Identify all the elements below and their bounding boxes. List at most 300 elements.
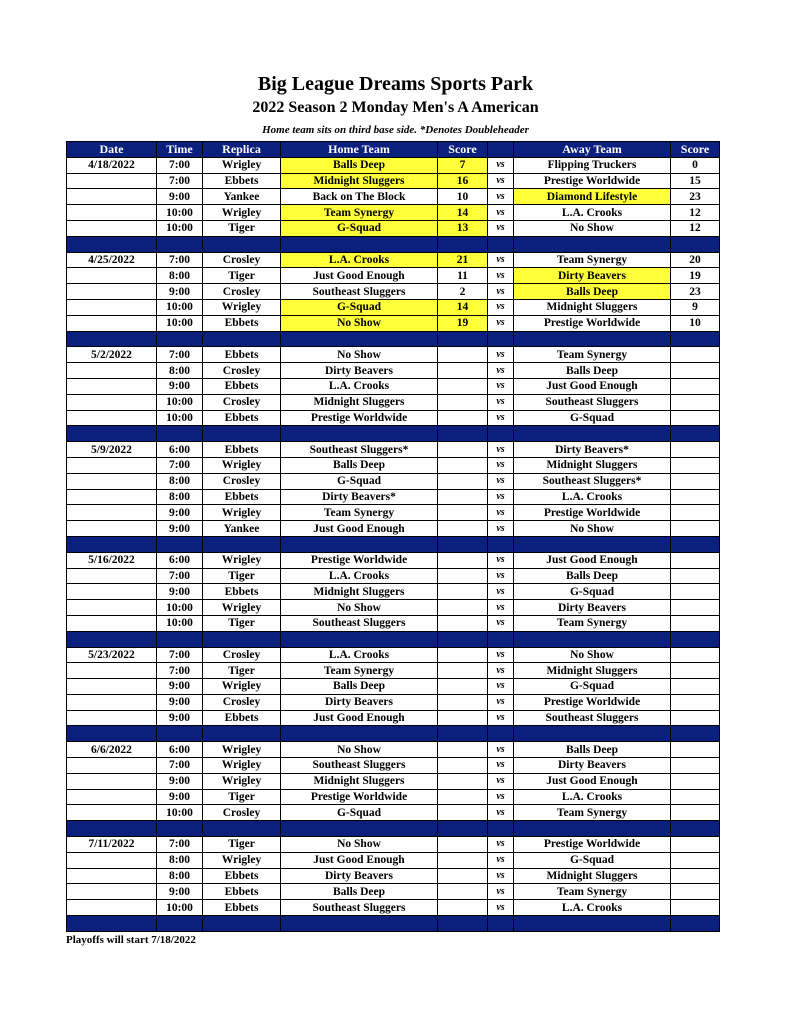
vs-cell: vs <box>488 173 514 189</box>
separator-cell <box>203 631 281 647</box>
time-cell: 10:00 <box>157 805 203 821</box>
table-row <box>67 584 720 600</box>
away-score-cell <box>671 505 720 521</box>
time-cell: 6:00 <box>157 552 203 568</box>
vs-cell: vs <box>488 884 514 900</box>
date-cell <box>67 852 157 868</box>
time-cell: 8:00 <box>157 852 203 868</box>
table-row <box>67 773 720 789</box>
home-score-cell <box>438 457 488 473</box>
vs-cell: vs <box>488 489 514 505</box>
table-row <box>67 758 720 774</box>
replica-cell: Ebbets <box>203 489 281 505</box>
away-team-cell: No Show <box>514 647 671 663</box>
vs-cell: vs <box>488 315 514 331</box>
home-team-cell: No Show <box>281 315 438 331</box>
home-score-cell <box>438 663 488 679</box>
time-cell: 9:00 <box>157 884 203 900</box>
date-cell: 5/23/2022 <box>67 647 157 663</box>
separator-cell <box>281 331 438 347</box>
page-subtitle: 2022 Season 2 Monday Men's A American <box>252 99 539 116</box>
separator-cell <box>281 821 438 837</box>
home-team-cell: Dirty Beavers <box>281 868 438 884</box>
table-row <box>67 157 720 173</box>
separator-cell <box>438 821 488 837</box>
separator-cell <box>438 536 488 552</box>
away-team-cell: L.A. Crooks <box>514 205 671 221</box>
table-row <box>67 252 720 268</box>
time-cell: 10:00 <box>157 220 203 236</box>
vs-cell: vs <box>488 442 514 458</box>
vs-cell: vs <box>488 347 514 363</box>
date-cell <box>67 315 157 331</box>
vs-cell: vs <box>488 268 514 284</box>
time-cell: 9:00 <box>157 505 203 521</box>
time-cell: 8:00 <box>157 268 203 284</box>
separator-cell <box>281 236 438 252</box>
time-cell: 10:00 <box>157 205 203 221</box>
separator-cell <box>514 331 671 347</box>
table-row <box>67 363 720 379</box>
away-score-cell <box>671 552 720 568</box>
separator-cell <box>438 631 488 647</box>
table-row <box>67 205 720 221</box>
home-score-cell: 19 <box>438 315 488 331</box>
separator-cell <box>67 821 157 837</box>
time-cell: 10:00 <box>157 900 203 916</box>
home-score-cell: 16 <box>438 173 488 189</box>
date-cell <box>67 521 157 537</box>
table-row <box>67 600 720 616</box>
home-score-cell: 11 <box>438 268 488 284</box>
date-cell <box>67 378 157 394</box>
home-score-cell <box>438 852 488 868</box>
vs-cell: vs <box>488 679 514 695</box>
separator-cell <box>488 331 514 347</box>
vs-cell: vs <box>488 647 514 663</box>
time-cell: 8:00 <box>157 868 203 884</box>
home-team-cell: Just Good Enough <box>281 710 438 726</box>
home-team-cell: Southeast Sluggers <box>281 900 438 916</box>
away-score-cell <box>671 884 720 900</box>
home-score-cell: 2 <box>438 284 488 300</box>
header-away-team: Away Team <box>514 142 671 158</box>
separator-cell <box>203 236 281 252</box>
vs-cell: vs <box>488 805 514 821</box>
separator-cell <box>67 236 157 252</box>
table-row <box>67 378 720 394</box>
away-team-cell: Southeast Sluggers <box>514 394 671 410</box>
replica-cell: Tiger <box>203 220 281 236</box>
replica-cell: Ebbets <box>203 173 281 189</box>
week-separator <box>67 236 720 252</box>
separator-cell <box>203 331 281 347</box>
home-team-cell: G-Squad <box>281 805 438 821</box>
separator-cell <box>514 916 671 932</box>
table-row <box>67 489 720 505</box>
schedule-table <box>66 141 720 932</box>
table-row <box>67 552 720 568</box>
away-score-cell <box>671 773 720 789</box>
separator-cell <box>67 331 157 347</box>
separator-cell <box>514 726 671 742</box>
home-score-cell: 14 <box>438 299 488 315</box>
home-score-cell <box>438 363 488 379</box>
date-cell <box>67 679 157 695</box>
separator-cell <box>157 821 203 837</box>
separator-cell <box>671 821 720 837</box>
away-team-cell: Southeast Sluggers* <box>514 473 671 489</box>
date-cell <box>67 457 157 473</box>
away-score-cell: 20 <box>671 252 720 268</box>
home-score-cell <box>438 868 488 884</box>
date-cell <box>67 584 157 600</box>
away-team-cell: Midnight Sluggers <box>514 868 671 884</box>
vs-cell: vs <box>488 615 514 631</box>
home-score-cell: 10 <box>438 189 488 205</box>
separator-cell <box>67 726 157 742</box>
separator-cell <box>671 236 720 252</box>
home-score-cell <box>438 378 488 394</box>
date-cell <box>67 758 157 774</box>
replica-cell: Wrigley <box>203 742 281 758</box>
replica-cell: Ebbets <box>203 378 281 394</box>
time-cell: 9:00 <box>157 789 203 805</box>
replica-cell: Crosley <box>203 363 281 379</box>
replica-cell: Yankee <box>203 189 281 205</box>
home-score-cell <box>438 347 488 363</box>
home-team-cell: No Show <box>281 837 438 853</box>
home-score-cell <box>438 758 488 774</box>
away-score-cell <box>671 600 720 616</box>
away-team-cell: Midnight Sluggers <box>514 299 671 315</box>
home-score-cell <box>438 742 488 758</box>
home-team-cell: Just Good Enough <box>281 521 438 537</box>
date-cell <box>67 173 157 189</box>
home-score-cell <box>438 600 488 616</box>
separator-cell <box>281 916 438 932</box>
replica-cell: Wrigley <box>203 457 281 473</box>
vs-cell: vs <box>488 789 514 805</box>
away-score-cell <box>671 837 720 853</box>
home-score-cell <box>438 837 488 853</box>
table-row <box>67 647 720 663</box>
date-cell <box>67 710 157 726</box>
replica-cell: Tiger <box>203 837 281 853</box>
separator-cell <box>438 426 488 442</box>
away-team-cell: Balls Deep <box>514 284 671 300</box>
time-cell: 9:00 <box>157 773 203 789</box>
table-row <box>67 521 720 537</box>
away-team-cell: Southeast Sluggers <box>514 710 671 726</box>
table-row <box>67 694 720 710</box>
vs-cell: vs <box>488 473 514 489</box>
time-cell: 7:00 <box>157 173 203 189</box>
time-cell: 7:00 <box>157 347 203 363</box>
date-cell <box>67 694 157 710</box>
away-team-cell: L.A. Crooks <box>514 489 671 505</box>
table-row <box>67 505 720 521</box>
home-team-cell: Team Synergy <box>281 505 438 521</box>
home-team-cell: L.A. Crooks <box>281 252 438 268</box>
vs-cell: vs <box>488 773 514 789</box>
home-score-cell <box>438 900 488 916</box>
time-cell: 7:00 <box>157 457 203 473</box>
away-score-cell <box>671 568 720 584</box>
vs-cell: vs <box>488 663 514 679</box>
date-cell: 5/9/2022 <box>67 442 157 458</box>
away-team-cell: G-Squad <box>514 852 671 868</box>
home-score-cell <box>438 505 488 521</box>
table-row <box>67 710 720 726</box>
separator-cell <box>203 821 281 837</box>
away-score-cell: 19 <box>671 268 720 284</box>
page-title: Big League Dreams Sports Park <box>257 73 534 95</box>
vs-cell: vs <box>488 410 514 426</box>
week-separator <box>67 426 720 442</box>
table-row <box>67 663 720 679</box>
table-row <box>67 347 720 363</box>
away-team-cell: L.A. Crooks <box>514 900 671 916</box>
separator-cell <box>671 916 720 932</box>
time-cell: 7:00 <box>157 252 203 268</box>
time-cell: 8:00 <box>157 473 203 489</box>
header-replica: Replica <box>203 142 281 158</box>
date-cell <box>67 773 157 789</box>
away-team-cell: Dirty Beavers <box>514 600 671 616</box>
replica-cell: Ebbets <box>203 710 281 726</box>
header-time: Time <box>157 142 203 158</box>
home-team-cell: Back on The Block <box>281 189 438 205</box>
separator-cell <box>671 426 720 442</box>
away-team-cell: G-Squad <box>514 410 671 426</box>
replica-cell: Crosley <box>203 473 281 489</box>
away-score-cell <box>671 473 720 489</box>
time-cell: 9:00 <box>157 284 203 300</box>
away-team-cell: Diamond Lifestyle <box>514 189 671 205</box>
time-cell: 9:00 <box>157 189 203 205</box>
date-cell <box>67 473 157 489</box>
date-cell <box>67 900 157 916</box>
home-team-cell: Just Good Enough <box>281 268 438 284</box>
home-team-cell: G-Squad <box>281 473 438 489</box>
vs-cell: vs <box>488 742 514 758</box>
home-score-cell <box>438 710 488 726</box>
table-row <box>67 173 720 189</box>
separator-cell <box>438 236 488 252</box>
date-cell <box>67 394 157 410</box>
away-team-cell: Prestige Worldwide <box>514 173 671 189</box>
home-score-cell <box>438 805 488 821</box>
time-cell: 8:00 <box>157 489 203 505</box>
home-team-cell: Southeast Sluggers <box>281 284 438 300</box>
home-team-cell: Dirty Beavers <box>281 694 438 710</box>
home-score-cell: 7 <box>438 157 488 173</box>
separator-cell <box>157 236 203 252</box>
away-team-cell: G-Squad <box>514 679 671 695</box>
home-team-cell: Midnight Sluggers <box>281 773 438 789</box>
home-team-cell: Balls Deep <box>281 157 438 173</box>
vs-cell: vs <box>488 584 514 600</box>
home-team-cell: Prestige Worldwide <box>281 552 438 568</box>
vs-cell: vs <box>488 521 514 537</box>
separator-cell <box>203 726 281 742</box>
home-score-cell <box>438 521 488 537</box>
replica-cell: Wrigley <box>203 505 281 521</box>
away-score-cell <box>671 742 720 758</box>
time-cell: 9:00 <box>157 521 203 537</box>
away-score-cell <box>671 521 720 537</box>
time-cell: 7:00 <box>157 758 203 774</box>
separator-cell <box>438 726 488 742</box>
replica-cell: Yankee <box>203 521 281 537</box>
time-cell: 9:00 <box>157 378 203 394</box>
time-cell: 8:00 <box>157 363 203 379</box>
home-team-cell: Dirty Beavers <box>281 363 438 379</box>
away-team-cell: Dirty Beavers <box>514 758 671 774</box>
home-team-cell: Prestige Worldwide <box>281 410 438 426</box>
vs-cell: vs <box>488 205 514 221</box>
separator-cell <box>157 916 203 932</box>
date-cell <box>67 205 157 221</box>
table-row <box>67 220 720 236</box>
away-team-cell: Prestige Worldwide <box>514 837 671 853</box>
separator-cell <box>157 726 203 742</box>
header-vs <box>488 142 514 158</box>
away-score-cell <box>671 663 720 679</box>
vs-cell: vs <box>488 284 514 300</box>
vs-cell: vs <box>488 299 514 315</box>
separator-cell <box>488 631 514 647</box>
away-score-cell <box>671 410 720 426</box>
week-separator <box>67 916 720 932</box>
separator-cell <box>67 916 157 932</box>
away-score-cell: 9 <box>671 299 720 315</box>
home-team-cell: L.A. Crooks <box>281 568 438 584</box>
away-score-cell <box>671 679 720 695</box>
replica-cell: Wrigley <box>203 552 281 568</box>
home-score-cell <box>438 552 488 568</box>
vs-cell: vs <box>488 189 514 205</box>
separator-cell <box>203 426 281 442</box>
date-cell <box>67 268 157 284</box>
away-score-cell <box>671 852 720 868</box>
separator-cell <box>67 426 157 442</box>
away-score-cell <box>671 378 720 394</box>
separator-cell <box>671 726 720 742</box>
home-score-cell <box>438 679 488 695</box>
replica-cell: Crosley <box>203 252 281 268</box>
away-score-cell <box>671 805 720 821</box>
vs-cell: vs <box>488 568 514 584</box>
separator-cell <box>281 631 438 647</box>
date-cell: 7/11/2022 <box>67 837 157 853</box>
time-cell: 10:00 <box>157 410 203 426</box>
replica-cell: Ebbets <box>203 410 281 426</box>
table-row <box>67 394 720 410</box>
table-row <box>67 442 720 458</box>
table-row <box>67 568 720 584</box>
away-score-cell <box>671 347 720 363</box>
table-row <box>67 852 720 868</box>
separator-cell <box>488 536 514 552</box>
replica-cell: Ebbets <box>203 584 281 600</box>
table-row <box>67 268 720 284</box>
separator-cell <box>488 236 514 252</box>
vs-cell: vs <box>488 363 514 379</box>
time-cell: 6:00 <box>157 442 203 458</box>
replica-cell: Ebbets <box>203 900 281 916</box>
vs-cell: vs <box>488 852 514 868</box>
table-row <box>67 837 720 853</box>
home-team-cell: Southeast Sluggers <box>281 758 438 774</box>
away-team-cell: Prestige Worldwide <box>514 694 671 710</box>
away-score-cell <box>671 710 720 726</box>
separator-cell <box>671 536 720 552</box>
separator-cell <box>514 236 671 252</box>
separator-cell <box>514 631 671 647</box>
replica-cell: Tiger <box>203 268 281 284</box>
replica-cell: Ebbets <box>203 347 281 363</box>
home-team-cell: Dirty Beavers* <box>281 489 438 505</box>
away-score-cell <box>671 363 720 379</box>
date-cell <box>67 220 157 236</box>
home-score-cell <box>438 410 488 426</box>
away-team-cell: Flipping Truckers <box>514 157 671 173</box>
replica-cell: Wrigley <box>203 600 281 616</box>
away-score-cell <box>671 584 720 600</box>
separator-cell <box>67 631 157 647</box>
away-score-cell <box>671 615 720 631</box>
separator-cell <box>157 331 203 347</box>
separator-cell <box>203 536 281 552</box>
vs-cell: vs <box>488 694 514 710</box>
vs-cell: vs <box>488 378 514 394</box>
date-cell <box>67 615 157 631</box>
away-team-cell: Midnight Sluggers <box>514 663 671 679</box>
replica-cell: Wrigley <box>203 205 281 221</box>
home-score-cell <box>438 568 488 584</box>
away-team-cell: Prestige Worldwide <box>514 505 671 521</box>
replica-cell: Tiger <box>203 789 281 805</box>
away-team-cell: Balls Deep <box>514 568 671 584</box>
separator-cell <box>157 536 203 552</box>
table-row <box>67 410 720 426</box>
separator-cell <box>514 426 671 442</box>
playoffs-note: Playoffs will start 7/18/2022 <box>66 934 196 946</box>
vs-cell: vs <box>488 552 514 568</box>
time-cell: 7:00 <box>157 568 203 584</box>
separator-cell <box>488 916 514 932</box>
away-score-cell <box>671 900 720 916</box>
replica-cell: Ebbets <box>203 315 281 331</box>
week-separator <box>67 726 720 742</box>
header-date: Date <box>67 142 157 158</box>
away-score-cell <box>671 868 720 884</box>
date-cell <box>67 868 157 884</box>
away-team-cell: Just Good Enough <box>514 552 671 568</box>
table-row <box>67 868 720 884</box>
home-team-cell: Midnight Sluggers <box>281 584 438 600</box>
header-home-score: Score <box>438 142 488 158</box>
away-score-cell <box>671 647 720 663</box>
vs-cell: vs <box>488 758 514 774</box>
time-cell: 7:00 <box>157 647 203 663</box>
replica-cell: Wrigley <box>203 157 281 173</box>
home-team-cell: L.A. Crooks <box>281 647 438 663</box>
away-team-cell: Just Good Enough <box>514 378 671 394</box>
away-score-cell <box>671 789 720 805</box>
